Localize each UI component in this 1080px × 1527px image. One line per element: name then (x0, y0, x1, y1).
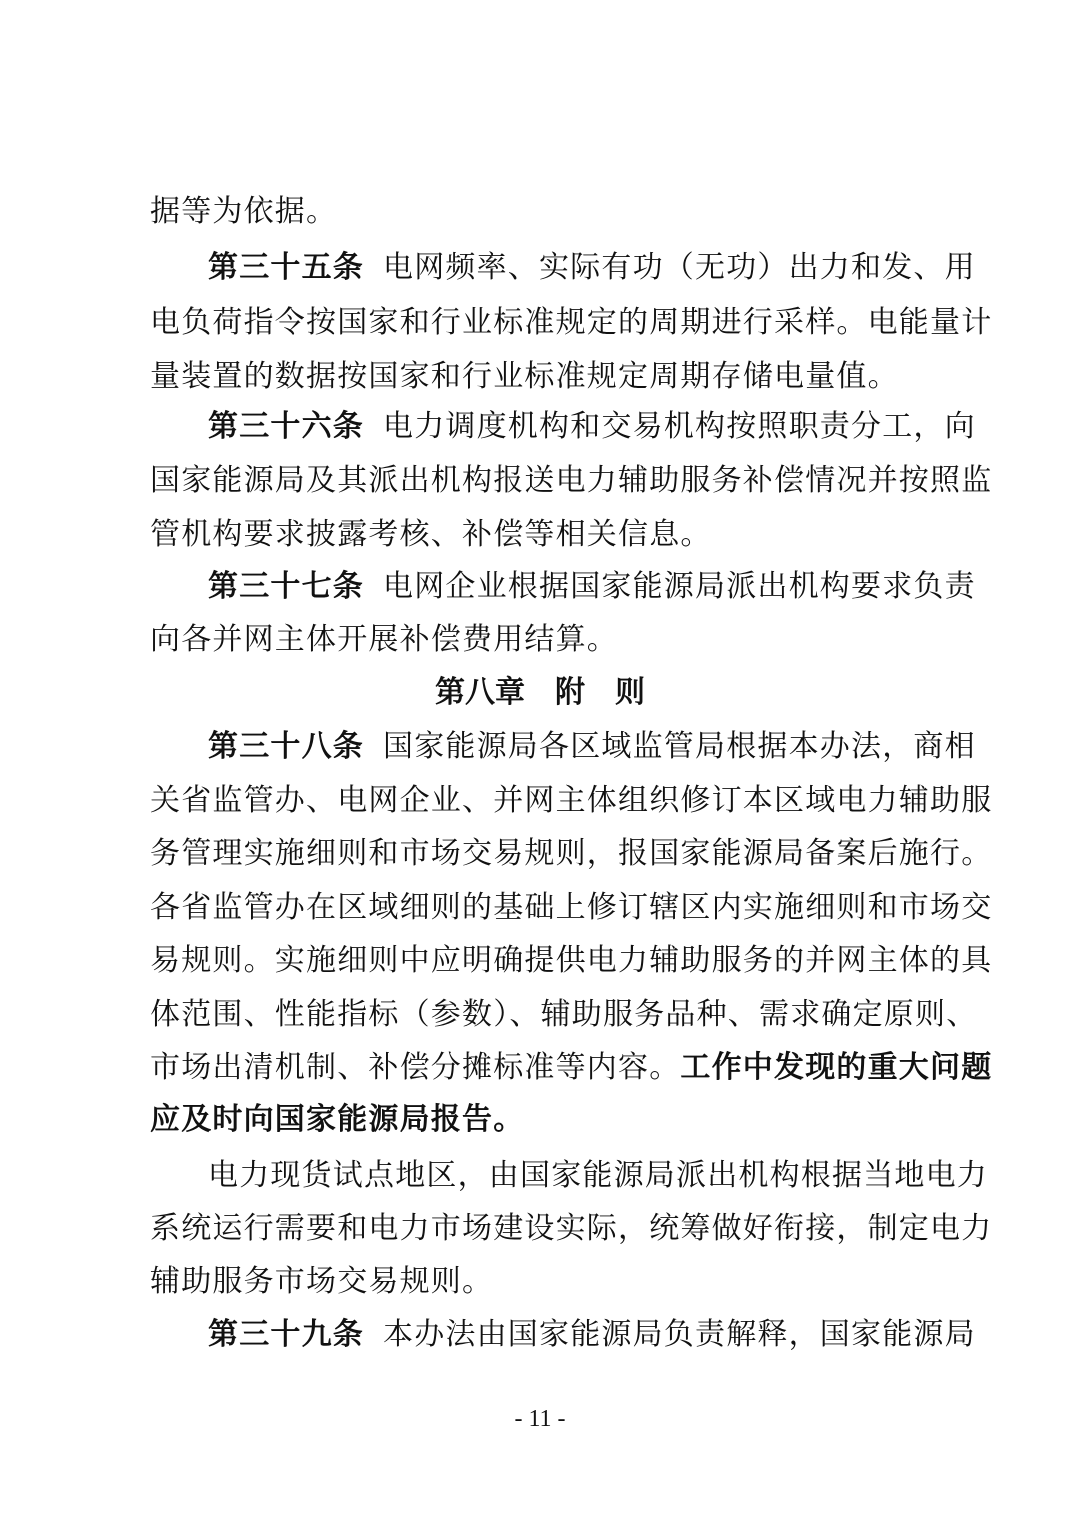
article-37-label: 第三十七条 (208, 569, 364, 604)
page-number: - 11 - (514, 1406, 566, 1432)
text-fragment: 据等为依据。 (150, 194, 338, 229)
article-36-label: 第三十六条 (208, 409, 364, 444)
text-line (150, 192, 935, 232)
article-36-line-1 (150, 407, 976, 447)
article-38-bold-text: 工作中发现的重大问题 (680, 1050, 993, 1085)
article-38-line-3: 务管理实施细则和市场交易规则，报国家能源局备案后施行。 (150, 836, 993, 871)
article-38-line-4: 各省监管办在区域细则的基础上修订辖区内实施细则和市场交 (150, 890, 993, 925)
article-38-line-6: 体范围、性能指标（参数）、辅助服务品种、需求确定原则、 (150, 997, 978, 1032)
article-38-label: 第三十八条 (208, 729, 364, 764)
article-38-line-5: 易规则。实施细则中应明确提供电力辅助服务的并网主体的具 (150, 943, 993, 978)
spot-paragraph-line-2: 系统运行需要和电力市场建设实际，统筹做好衔接，制定电力 (150, 1211, 993, 1246)
article-38-line-2: 关省监管办、电网企业、并网主体组织修订本区域电力辅助服 (150, 783, 993, 818)
article-37-line-2: 向各并网主体开展补偿费用结算。 (150, 622, 618, 657)
article-35-text: 电网频率、实际有功（无功）出力和发、用 (383, 250, 976, 285)
spot-paragraph-text: 电力现货试点地区，由国家能源局派出机构根据当地电力 (208, 1158, 988, 1193)
article-39-label: 第三十九条 (208, 1317, 364, 1352)
article-35-line-1 (150, 248, 976, 288)
article-39-text: 本办法由国家能源局负责解释，国家能源局 (383, 1317, 976, 1352)
article-38-line-7 (150, 1048, 993, 1088)
article-38-text: 市场出清机制、补偿分摊标准等内容。 (150, 1050, 681, 1085)
article-35-label: 第三十五条 (208, 250, 364, 285)
spot-paragraph-line-1 (150, 1156, 988, 1196)
article-38-line-8: 应及时向国家能源局报告。 (150, 1102, 525, 1137)
article-36-text: 电力调度机构和交易机构按照职责分工，向 (383, 409, 976, 444)
article-35-line-3: 量装置的数据按国家和行业标准规定周期存储电量值。 (150, 359, 899, 394)
article-36-line-2: 国家能源局及其派出机构报送电力辅助服务补偿情况并按照监 (150, 463, 993, 498)
article-38-line-1 (150, 727, 976, 767)
article-37-text: 电网企业根据国家能源局派出机构要求负责 (383, 569, 976, 604)
article-39-line-1 (150, 1315, 976, 1355)
article-36-line-3: 管机构要求披露考核、补偿等相关信息。 (150, 517, 712, 552)
article-35-line-2: 电负荷指令按国家和行业标准规定的周期进行采样。电能量计 (150, 305, 993, 340)
chapter-heading: 第八章 附 则 (435, 675, 645, 710)
spot-paragraph-line-3: 辅助服务市场交易规则。 (150, 1264, 494, 1299)
article-37-line-1 (150, 567, 976, 607)
article-38-text: 国家能源局各区域监管局根据本办法，商相 (383, 729, 976, 764)
